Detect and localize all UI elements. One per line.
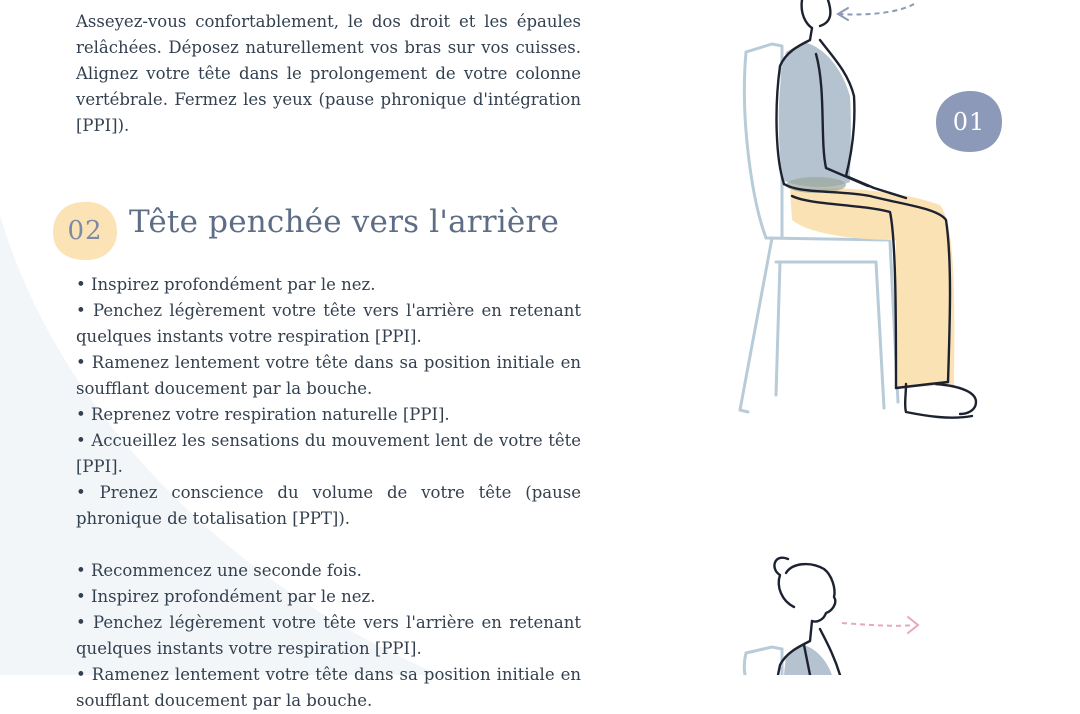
list-item: • Penchez légèrement votre tête vers l'arrière en retenant quelques instants votre respiration [PPI]. bbox=[76, 301, 581, 346]
figure-number-badge bbox=[934, 90, 1004, 154]
motion-arrow bbox=[840, 4, 914, 15]
list-item: • Inspirez profondément par le nez. bbox=[76, 587, 376, 606]
legs-shape bbox=[790, 188, 954, 388]
motion-arrow bbox=[842, 623, 914, 626]
intro-text: Asseyez-vous confortablement, le dos droit et les épaules relâchées. Déposez naturellement vos bras sur vos cuisses. Alignez votre tête dans le prolongement de votre colonne vertébrale. Fermez les yeux (pause phronique d'intégration [PPI]). bbox=[76, 12, 581, 135]
list-item: • Reprenez votre respiration naturelle [PPI]. bbox=[76, 405, 450, 424]
seated-woman-figure-2 bbox=[700, 545, 1020, 675]
seated-woman-figure-1 bbox=[700, 0, 1020, 430]
section-title: Tête penchée vers l'arrière bbox=[129, 204, 560, 240]
list-item: • Ramenez lentement votre tête dans sa position initiale en soufflant doucement par la bouche. bbox=[76, 353, 581, 398]
instruction-list bbox=[76, 272, 581, 714]
list-item: • Prenez conscience du volume de votre tête (pause phronique de totalisation [PPT]). bbox=[76, 483, 581, 528]
figure-number: 01 bbox=[952, 108, 986, 136]
list-item: • Accueillez les sensations du mouvement lent de votre tête [PPI]. bbox=[76, 431, 581, 476]
list-item: • Inspirez profondément par le nez. bbox=[76, 275, 376, 294]
section-number: 02 bbox=[67, 216, 103, 246]
intro-paragraph bbox=[76, 9, 581, 139]
section-number-badge bbox=[52, 200, 118, 262]
list-item: • Ramenez lentement votre tête dans sa position initiale en soufflant doucement par la bouche. bbox=[76, 665, 581, 710]
vest-shape bbox=[779, 42, 851, 187]
list-item: • Penchez légèrement votre tête vers l'arrière en retenant quelques instants votre respiration [PPI]. bbox=[76, 613, 581, 658]
body-outline bbox=[774, 558, 840, 675]
paragraph-spacer bbox=[76, 532, 581, 558]
list-item: • Recommencez une seconde fois. bbox=[76, 561, 362, 580]
